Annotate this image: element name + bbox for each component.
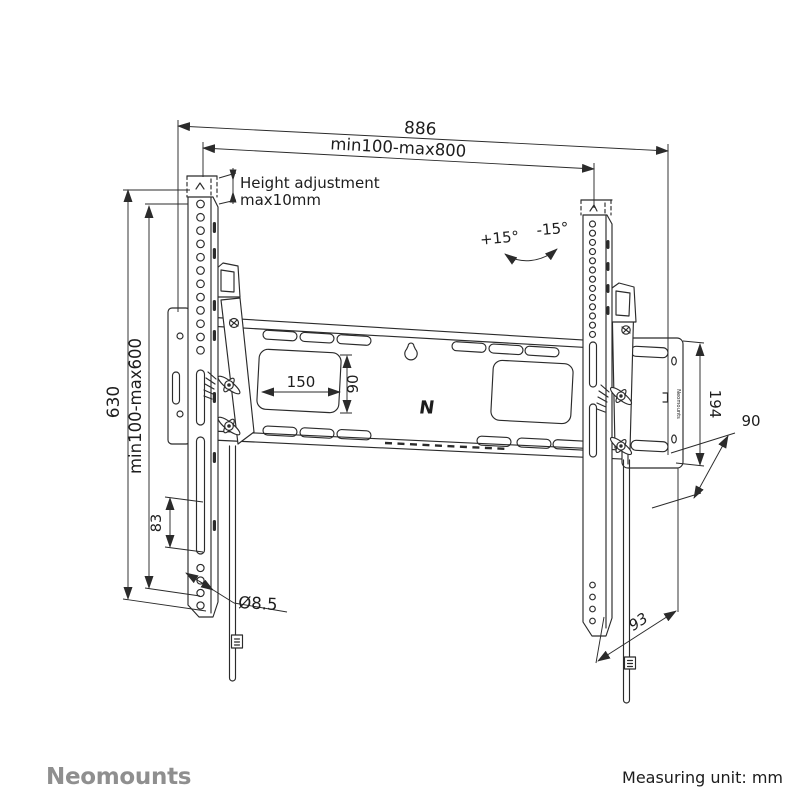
dim-total-width-label: 886 — [403, 118, 437, 140]
footer-brand-logo: Neomounts — [46, 764, 192, 790]
right-bracket-cap — [581, 200, 612, 215]
height-adjust-label-2: max10mm — [240, 191, 321, 209]
dim-hole-diameter-label: Ø8.5 — [237, 593, 278, 615]
dim-depth-bottom-label: 93 — [625, 609, 652, 635]
dim-vesa-width-label: min100-max800 — [329, 134, 467, 161]
plate-logo-n — [418, 398, 436, 419]
height-adjust-label-1: Height adjustment — [240, 174, 380, 192]
dim-vesa-height-label: min100-max600 — [126, 337, 145, 475]
right-latch — [610, 283, 636, 322]
right-bracket — [581, 200, 612, 636]
dim-height-adjustment — [219, 168, 380, 209]
left-bracket-cap — [187, 176, 217, 197]
right-pull-cord — [624, 460, 636, 703]
dim-hole-spacing-label: 83 — [149, 513, 165, 533]
dim-total-height-label: 630 — [104, 385, 124, 419]
dim-depth-top-label: 90 — [741, 412, 761, 430]
dim-plate-height-label: 194 — [706, 389, 724, 419]
left-pull-cord — [230, 446, 243, 681]
wall-plate-left-endcap — [168, 308, 190, 444]
dim-tilt-range — [479, 219, 569, 261]
logo-n-text: N — [417, 397, 436, 419]
dim-cutout-height-label: 90 — [344, 374, 362, 394]
dim-cutout-width-label: 150 — [286, 373, 316, 391]
measuring-unit-note: Measuring unit: mm — [622, 768, 783, 787]
tilt-minus-label: -15° — [535, 218, 570, 240]
tilt-plus-label: +15° — [479, 227, 520, 249]
endcap-brand-text: Neomounts — [675, 389, 681, 419]
